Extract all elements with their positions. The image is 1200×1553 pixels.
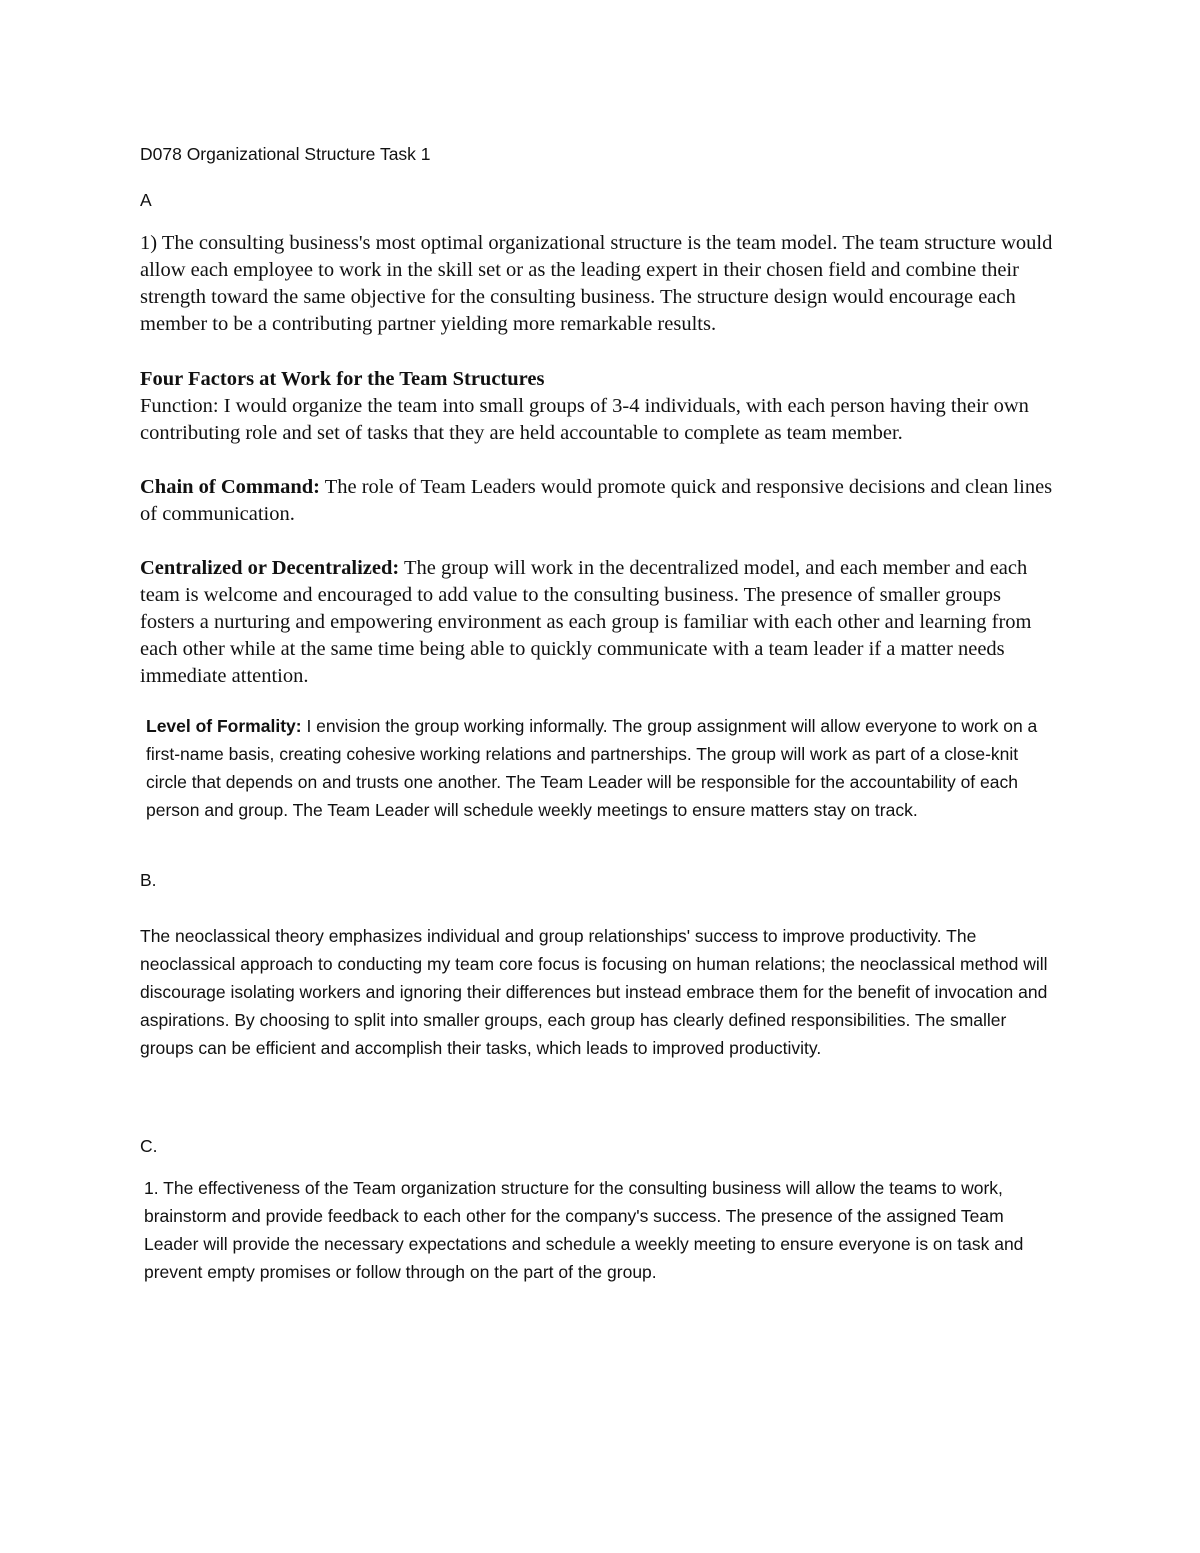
chain-of-command-label: Chain of Command: <box>140 476 320 498</box>
document-page <box>140 140 1060 1286</box>
centralization-paragraph <box>140 555 1060 690</box>
formality-paragraph <box>140 712 1060 824</box>
function-paragraph: Function: I would organize the team into small groups of 3-4 individuals, with each person having their own contributing role and set of tasks that they are held accountable to complete as team member. <box>140 395 1029 444</box>
section-a-label: A <box>140 190 152 210</box>
section-b-label: B. <box>140 870 157 890</box>
formality-label: Level of Formality: <box>146 716 302 736</box>
centralization-label: Centralized or Decentralized: <box>140 557 400 579</box>
section-b-paragraph: The neoclassical theory emphasizes individual and group relationships' success to improve productivity. The neoclassical approach to conducting my team core focus is focusing on human relations; the neoclassical method will discourage isolating workers and ignoring their differences but instead embrace them for the benefit of invocation and aspirations. By choosing to split into smaller groups, each group has clearly defined responsibilities. The smaller groups can be efficient and accomplish their tasks, which leads to improved productivity. <box>140 926 1048 1058</box>
centralization-text: The group will work in the decentralized model, and each member and each team is welcome and encouraged to add value to the consulting business. The presence of smaller groups fosters a nurturing and empowering environment as each group is familiar with each other and learning from each other while at the same time being able to quickly communicate with a team leader if a matter needs immediate attention. <box>140 557 1032 687</box>
factors-heading: Four Factors at Work for the Team Structures <box>140 368 545 390</box>
formality-text: I envision the group working informally. The group assignment will allow everyone to work on a first-name basis, creating cohesive working relations and partnerships. The group will work as part of a close-knit circle that depends on and trusts one another. The Team Leader will be responsible for the accountability of each person and group. The Team Leader will schedule weekly meetings to ensure matters stay on track. <box>146 716 1038 820</box>
section-c-label: C. <box>140 1136 158 1156</box>
factors-block <box>140 366 1060 447</box>
document-title: D078 Organizational Structure Task 1 <box>140 144 431 164</box>
section-a-item-1: 1) The consulting business's most optimal organizational structure is the team model. The team structure would allow each employee to work in the skill set or as the leading expert in their chosen field and combine their strength toward the same objective for the consulting business. The structure design would encourage each member to be a contributing partner yielding more remarkable results. <box>140 232 1053 335</box>
section-c-item-1: 1. The effectiveness of the Team organization structure for the consulting business will allow the teams to work, brainstorm and provide feedback to each other for the company's success. The presence of the assigned Team Leader will provide the necessary expectations and schedule a weekly meeting to ensure everyone is on task and prevent empty promises or follow through on the part of the group. <box>144 1178 1024 1282</box>
chain-of-command-paragraph <box>140 474 1060 528</box>
chain-of-command-text: The role of Team Leaders would promote quick and responsive decisions and clean lines of communication. <box>140 476 1053 525</box>
